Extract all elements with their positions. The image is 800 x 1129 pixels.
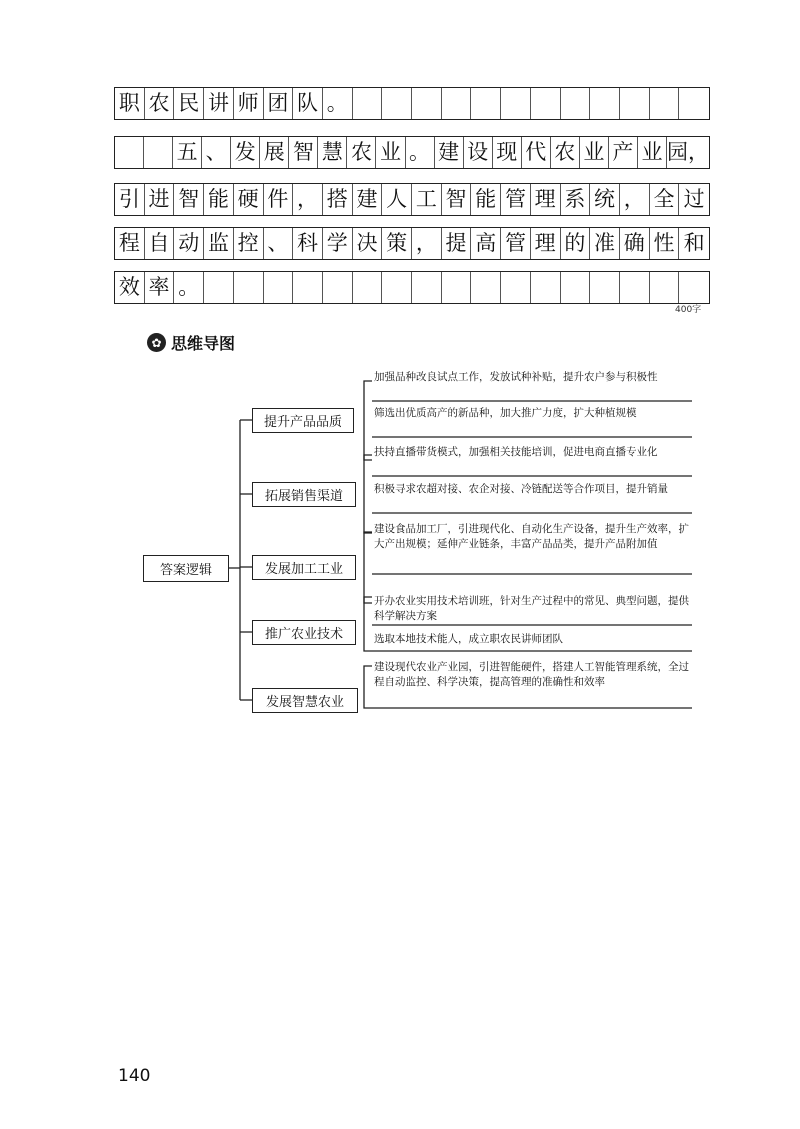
essay-cell: 件 <box>264 184 294 215</box>
essay-cell: 园， <box>666 140 709 164</box>
essay-cell: 自 <box>145 228 175 259</box>
essay-cell: 职 <box>115 88 145 119</box>
leaf-1-2: 筛选出优质高产的新品种，加大推广力度，扩大种植规模 <box>374 407 637 419</box>
essay-cell: 硬 <box>234 184 264 215</box>
essay-cell: 业 <box>638 137 667 168</box>
mindmap-title: 思维导图 <box>171 334 236 353</box>
leaf-5-1: 建设现代农业产业园，引进智能硬件，搭建人工智能管理系统，全过程自动监控、科学决策，提高管理的准确性和效率 <box>374 661 689 688</box>
essay-cell: 准 <box>590 228 620 259</box>
essay-cell: 动 <box>174 228 204 259</box>
essay-cell: 能 <box>471 184 501 215</box>
essay-cell: 控 <box>234 228 264 259</box>
essay-cell: 农 <box>551 137 580 168</box>
essay-cell: 统 <box>590 184 620 215</box>
essay-cell: 提 <box>442 228 472 259</box>
essay-cell: 代 <box>522 137 551 168</box>
essay-cell: 。 <box>323 88 353 119</box>
mindmap-root: 答案逻辑 <box>143 555 229 582</box>
page-number: 140 <box>118 1066 151 1086</box>
essay-cell: 发 <box>231 137 260 168</box>
essay-cell: ， <box>620 184 650 215</box>
branch-processing-industry: 发展加工工业 <box>252 555 356 580</box>
leaf-1-1: 加强品种改良试点工作，发放试种补贴，提升农户参与积极性 <box>374 371 658 383</box>
essay-cell: 设 <box>464 137 493 168</box>
essay-cell: 管 <box>501 184 531 215</box>
leaf-2-1: 扶持直播带货模式，加强相关技能培训，促进电商直播专业化 <box>374 446 658 458</box>
leaf-bracket-4 <box>364 597 372 651</box>
essay-cell: 科 <box>293 228 323 259</box>
essay-cell: 建 <box>435 137 464 168</box>
essay-cell: 。 <box>174 272 204 303</box>
leaf-4-2: 选取本地技术能人，成立职农民讲师团队 <box>374 633 563 645</box>
essay-cell: 慧 <box>318 137 347 168</box>
branch-smart-agriculture: 发展智慧农业 <box>252 688 358 713</box>
essay-cell: ， <box>293 184 323 215</box>
essay-cell: 策 <box>382 228 412 259</box>
branch-agri-technology: 推广农业技术 <box>252 620 356 645</box>
essay-cell: 决 <box>353 228 383 259</box>
essay-cell: 能 <box>204 184 234 215</box>
essay-cell: 农 <box>347 137 376 168</box>
essay-cell: 和 <box>683 231 705 255</box>
essay-cell: 建 <box>353 184 383 215</box>
essay-cell: 民 <box>174 88 204 119</box>
essay-cell: 监 <box>204 228 234 259</box>
essay-cell: 搭 <box>323 184 353 215</box>
essay-cell: 、 <box>264 228 294 259</box>
flower-icon: ✿ <box>147 333 166 352</box>
leaf-3-1: 建设食品加工厂，引进现代化、自动化生产设备，提升生产效率，扩大产出规模；延伸产业链条，丰富产品品类，提升产品附加值 <box>374 523 689 550</box>
essay-cell: 效 <box>115 272 145 303</box>
essay-cell: 展 <box>260 137 289 168</box>
branch-product-quality: 提升产品品质 <box>252 408 354 433</box>
essay-cell: 系 <box>561 184 591 215</box>
essay-cell: 人 <box>382 184 412 215</box>
essay-cell: 程 <box>115 228 145 259</box>
essay-cell: 讲 <box>204 88 234 119</box>
essay-cell: ， <box>412 228 442 259</box>
essay-cell: 过 <box>683 187 705 211</box>
leaf-bracket-1 <box>364 381 372 460</box>
leaf-bracket-5 <box>364 666 372 708</box>
essay-cell: 师 <box>234 88 264 119</box>
essay-cell: 。 <box>406 137 435 168</box>
essay-cell: 进 <box>145 184 175 215</box>
essay-cell: 五 <box>173 137 202 168</box>
essay-cell: 工 <box>412 184 442 215</box>
essay-cell: 的 <box>561 228 591 259</box>
leaf-bracket-2 <box>364 455 372 533</box>
essay-cell: 管 <box>501 228 531 259</box>
leaf-bracket-3 <box>364 532 372 603</box>
word-count: 400字 <box>675 305 702 315</box>
essay-cell: 高 <box>471 228 501 259</box>
leaf-2-2: 积极寻求农超对接、农企对接、冷链配送等合作项目，提升销量 <box>374 483 668 495</box>
essay-cell: 智 <box>174 184 204 215</box>
essay-cell: 学 <box>323 228 353 259</box>
essay-cell: 智 <box>442 184 472 215</box>
essay-cell: 性 <box>650 228 680 259</box>
essay-cell: 现 <box>493 137 522 168</box>
essay-cell: 队 <box>293 88 323 119</box>
essay-cell: 产 <box>609 137 638 168</box>
essay-cell: 业 <box>580 137 609 168</box>
essay-cell: 全 <box>650 184 680 215</box>
essay-cell: 、 <box>202 137 231 168</box>
essay-cell: 农 <box>145 88 175 119</box>
leaf-4-1: 开办农业实用技术培训班，针对生产过程中的常见、典型问题，提供科学解决方案 <box>374 595 689 622</box>
branch-sales-channels: 拓展销售渠道 <box>252 482 356 507</box>
essay-cell: 率 <box>145 272 175 303</box>
essay-cell: 智 <box>289 137 318 168</box>
essay-cell: 团 <box>264 88 294 119</box>
essay-cell: 理 <box>531 184 561 215</box>
essay-cell: 引 <box>115 184 145 215</box>
essay-cell: 理 <box>531 228 561 259</box>
essay-cell: 业 <box>376 137 405 168</box>
essay-cell: 确 <box>620 228 650 259</box>
